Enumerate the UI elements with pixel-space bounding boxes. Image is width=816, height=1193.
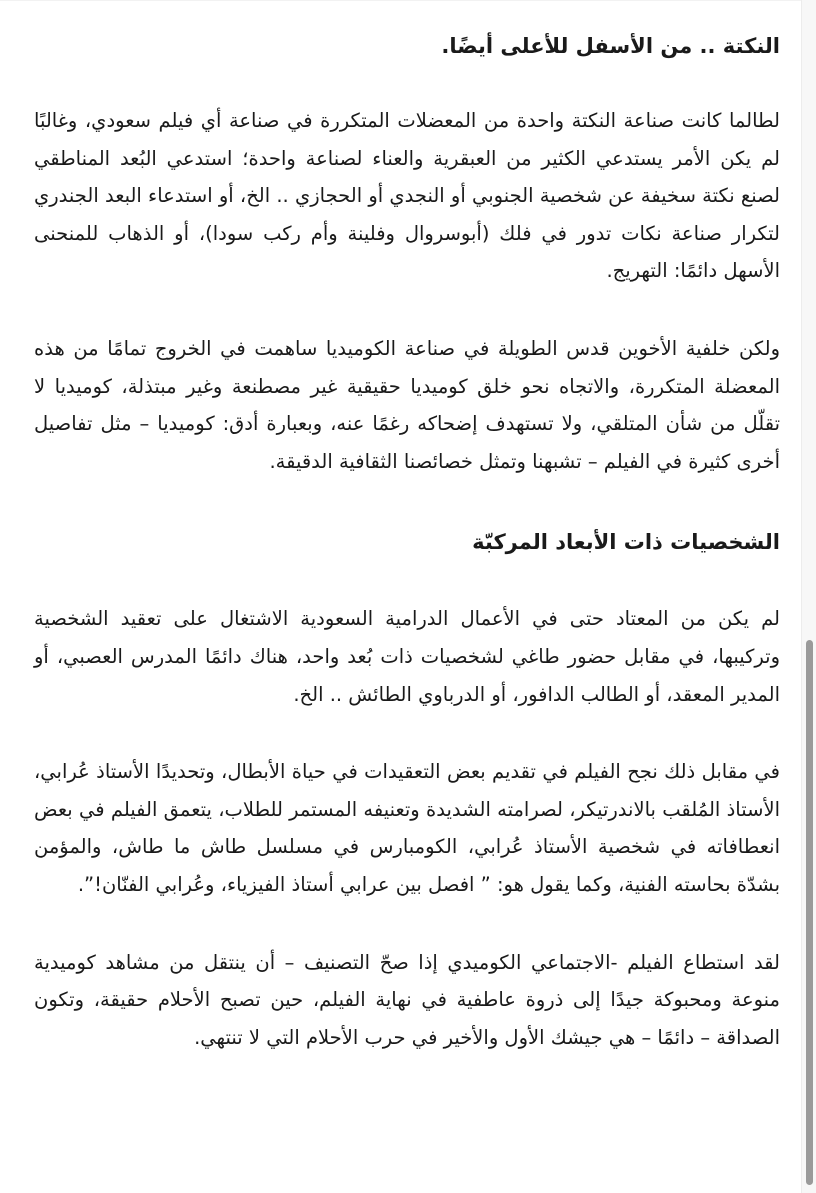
top-divider xyxy=(0,0,816,1)
paragraph-comedy-background: ولكن خلفية الأخوين قدس الطويلة في صناعة الكوميديا ساهمت في الخروج تمامًا من هذه المعضلة المتكررة، والاتجاه نحو خلق كوميديا حقيقية غير مصطنعة وغير مبتذلة، كوميديا لا تقلّل من شأن المتلقي، ولا تستهدف إضحاكه رغمًا عنه، وبعبارة أدق: كوميديا – مثل تفاصيل أخرى كثيرة في الفيلم – تشبهنا وتمثل خصائصنا الثقافية الدقيقة. xyxy=(34,336,780,473)
paragraph-one-dimensional: لم يكن من المعتاد حتى في الأعمال الدرامية السعودية الاشتغال على تعقيد الشخصية وتركيبها، في مقابل حضور طاغي لشخصيات ذات بُعد واحد، هناك دائمًا المدرس العصبي، أو المدير المعقد، أو الطالب الدافور، أو الدرباوي الطائش .. الخ. xyxy=(34,607,780,706)
scrollbar-thumb[interactable] xyxy=(806,640,813,1185)
paragraph-orabi: في مقابل ذلك نجح الفيلم في تقديم بعض التعقيدات في حياة الأبطال، وتحديدًا الأستاذ عُرابي، الأستاذ المُلقب بالاندرتيكر، لصرامته الشديدة وتعنيفه المستمر للطلاب، يتعمق الفيلم في بعض انعطافاته في شخصية الأستاذ عُرابي، الكومبارس في مسلسل طاش ما طاش، والمؤمن بشدّة بحاسته الفنية، وكما يقول هو: ” افصل بين عرابي أستاذ الفيزياء، وعُرابي الفنّان!”. xyxy=(34,760,780,896)
article-body xyxy=(34,18,780,1056)
section-heading-joke: النكتة .. من الأسفل للأعلى أيضًا. xyxy=(441,34,780,58)
vertical-scrollbar[interactable] xyxy=(801,0,816,1193)
paragraph-conclusion: لقد استطاع الفيلم -الاجتماعي الكوميدي إذا صحّ التصنيف – أن ينتقل من مشاهد كوميدية منوعة ومحبوكة جيدًا إلى ذروة عاطفية في نهاية الفيلم، حين تصبح الأحلام حقيقة، وتكون الصداقة – دائمًا – هي جيشك الأول والأخير في حرب الأحلام التي لا تنتهي. xyxy=(34,950,780,1049)
section-heading-characters: الشخصيات ذات الأبعاد المركبّة xyxy=(472,530,780,555)
paragraph-joke-problem: لطالما كانت صناعة النكتة واحدة من المعضلات المتكررة في صناعة أي فيلم سعودي، وغالبًا لم يكن الأمر يستدعي الكثير من العبقرية والعناء لصناعة واحدة؛ استدعي البُعد المناطقي لصنع نكتة سخيفة عن شخصية الجنوبي أو النجدي أو الحجازي .. الخ، أو استدعاء البعد الجندري لتكرار صناعة نكات تدور في فلك (أبوسروال وفلينة وأم ركب سودا)، أو الذهاب للمنحنى الأسهل دائمًا: التهريج. xyxy=(34,109,780,283)
